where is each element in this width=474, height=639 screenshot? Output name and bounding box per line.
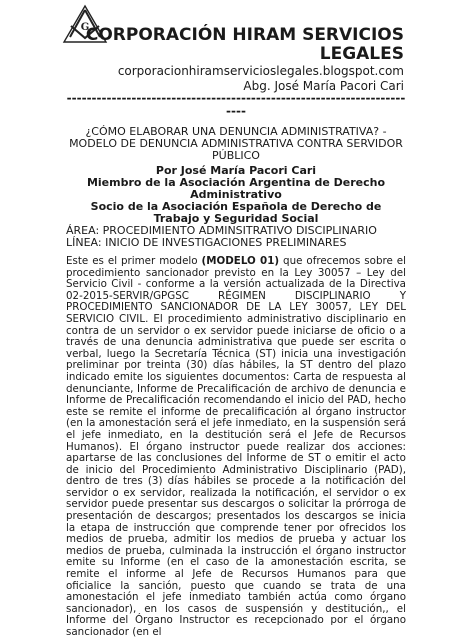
blog-url: corporacionhiramservicioslegales.blogspot.com <box>117 64 404 78</box>
organization-title-line2: LEGALES <box>319 44 404 64</box>
document-heading: ¿CÓMO ELABORAR UNA DENUNCIA ADMINISTRATIVA? - MODELO DE DENUNCIA ADMINISTRATIVA CONTRA SERVIDOR PÚBLICO <box>69 125 403 162</box>
model-label: (MODELO 01) <box>201 255 280 267</box>
area-block <box>66 225 406 249</box>
affiliation-2: Socio de la Asociación Española de Derecho de Trabajo y Seguridad Social <box>90 200 382 225</box>
byline-block <box>66 165 406 225</box>
header-divider: ------------------------------------------------------------------------ <box>66 91 406 118</box>
svg-text:G: G <box>80 22 90 33</box>
organization-title <box>0 26 474 64</box>
body-text-start: Este es el primer modelo <box>66 255 202 267</box>
affiliation-1: Miembro de la Asociación Argentina de Derecho Administrativo <box>86 176 386 201</box>
body-paragraph <box>66 256 406 639</box>
body-text-rest: que ofrecemos sobre el procedimiento sancionador previsto en la Ley 30057 – Ley del Servicio Civil - conforme a la versión actualizada de la Directiva 02-2015-SERVIR/GPGSC RÉGIMEN DISCIPLINARIO Y PROCEDIMIENTO SANCIONADOR DE LA LEY 30057, LEY DEL SERVICIO CIVIL. El procedimiento administrativo disciplinario en contra de un servidor o ex servidor puede iniciarse de oficio o a través de una denuncia administrativa que puede ser escrita o verbal, luego la Secretaría Técnica (ST) inicia una investigación preliminar por treinta (30) días hábiles, la ST dentro del plazo indicado emite los siguientes documentos: Carta de respuesta al denunciante, Informe de Precalificación de archivo de denuncia e Informe de Precalificación recomendando el inicio del PAD, hecho este se remite el informe de precalificación al órgano instructor (en la amonestación será el jefe inmediato, en la suspensión será el jefe inmediato, en la destitución será el Jefe de Recursos Humanos). El órgano instructor puede realizar dos acciones: apartarse de las conclusiones del Informe de ST o emitir el acto de inicio del Procedimiento Administrativo Disciplinario (PAD), dentro de tres (3) días hábiles se procede a la notificación del servidor o ex servidor, realizada la notificación, el servidor o ex servidor puede presentar sus descargos o solicitar la prórroga de presentación de descargos; presentados los descargos se inicia la etapa de instrucción que comprende tener por ofrecidos los medios de prueba, admitir los medios de prueba y actuar los medios de prueba, culminada la instrucción el órgano instructor emite su Informe (en el caso de la amonestación escrita, se remite el informe al Jefe de Recursos Humanos para que oficialice la sanción, puesto que cuando se trata de una amonestación el jefe inmediato también actúa como órgano sancionador), en los casos de suspensión y destitución,, el Informe del Órgano Instructor es recepcionado por el órgano sancionador (en el <box>66 255 407 638</box>
header-author: Abg. José María Pacori Cari <box>243 79 404 93</box>
byline: Por José María Pacori Cari <box>155 164 317 177</box>
area-label: ÁREA: PROCEDIMIENTO ADMINSITRATIVO DISCIPLINARIO <box>66 224 377 237</box>
organization-title-line1: CORPORACIÓN HIRAM SERVICIOS <box>85 25 404 45</box>
linea-label: LÍNEA: INICIO DE INVESTIGACIONES PRELIMINARES <box>66 236 347 249</box>
